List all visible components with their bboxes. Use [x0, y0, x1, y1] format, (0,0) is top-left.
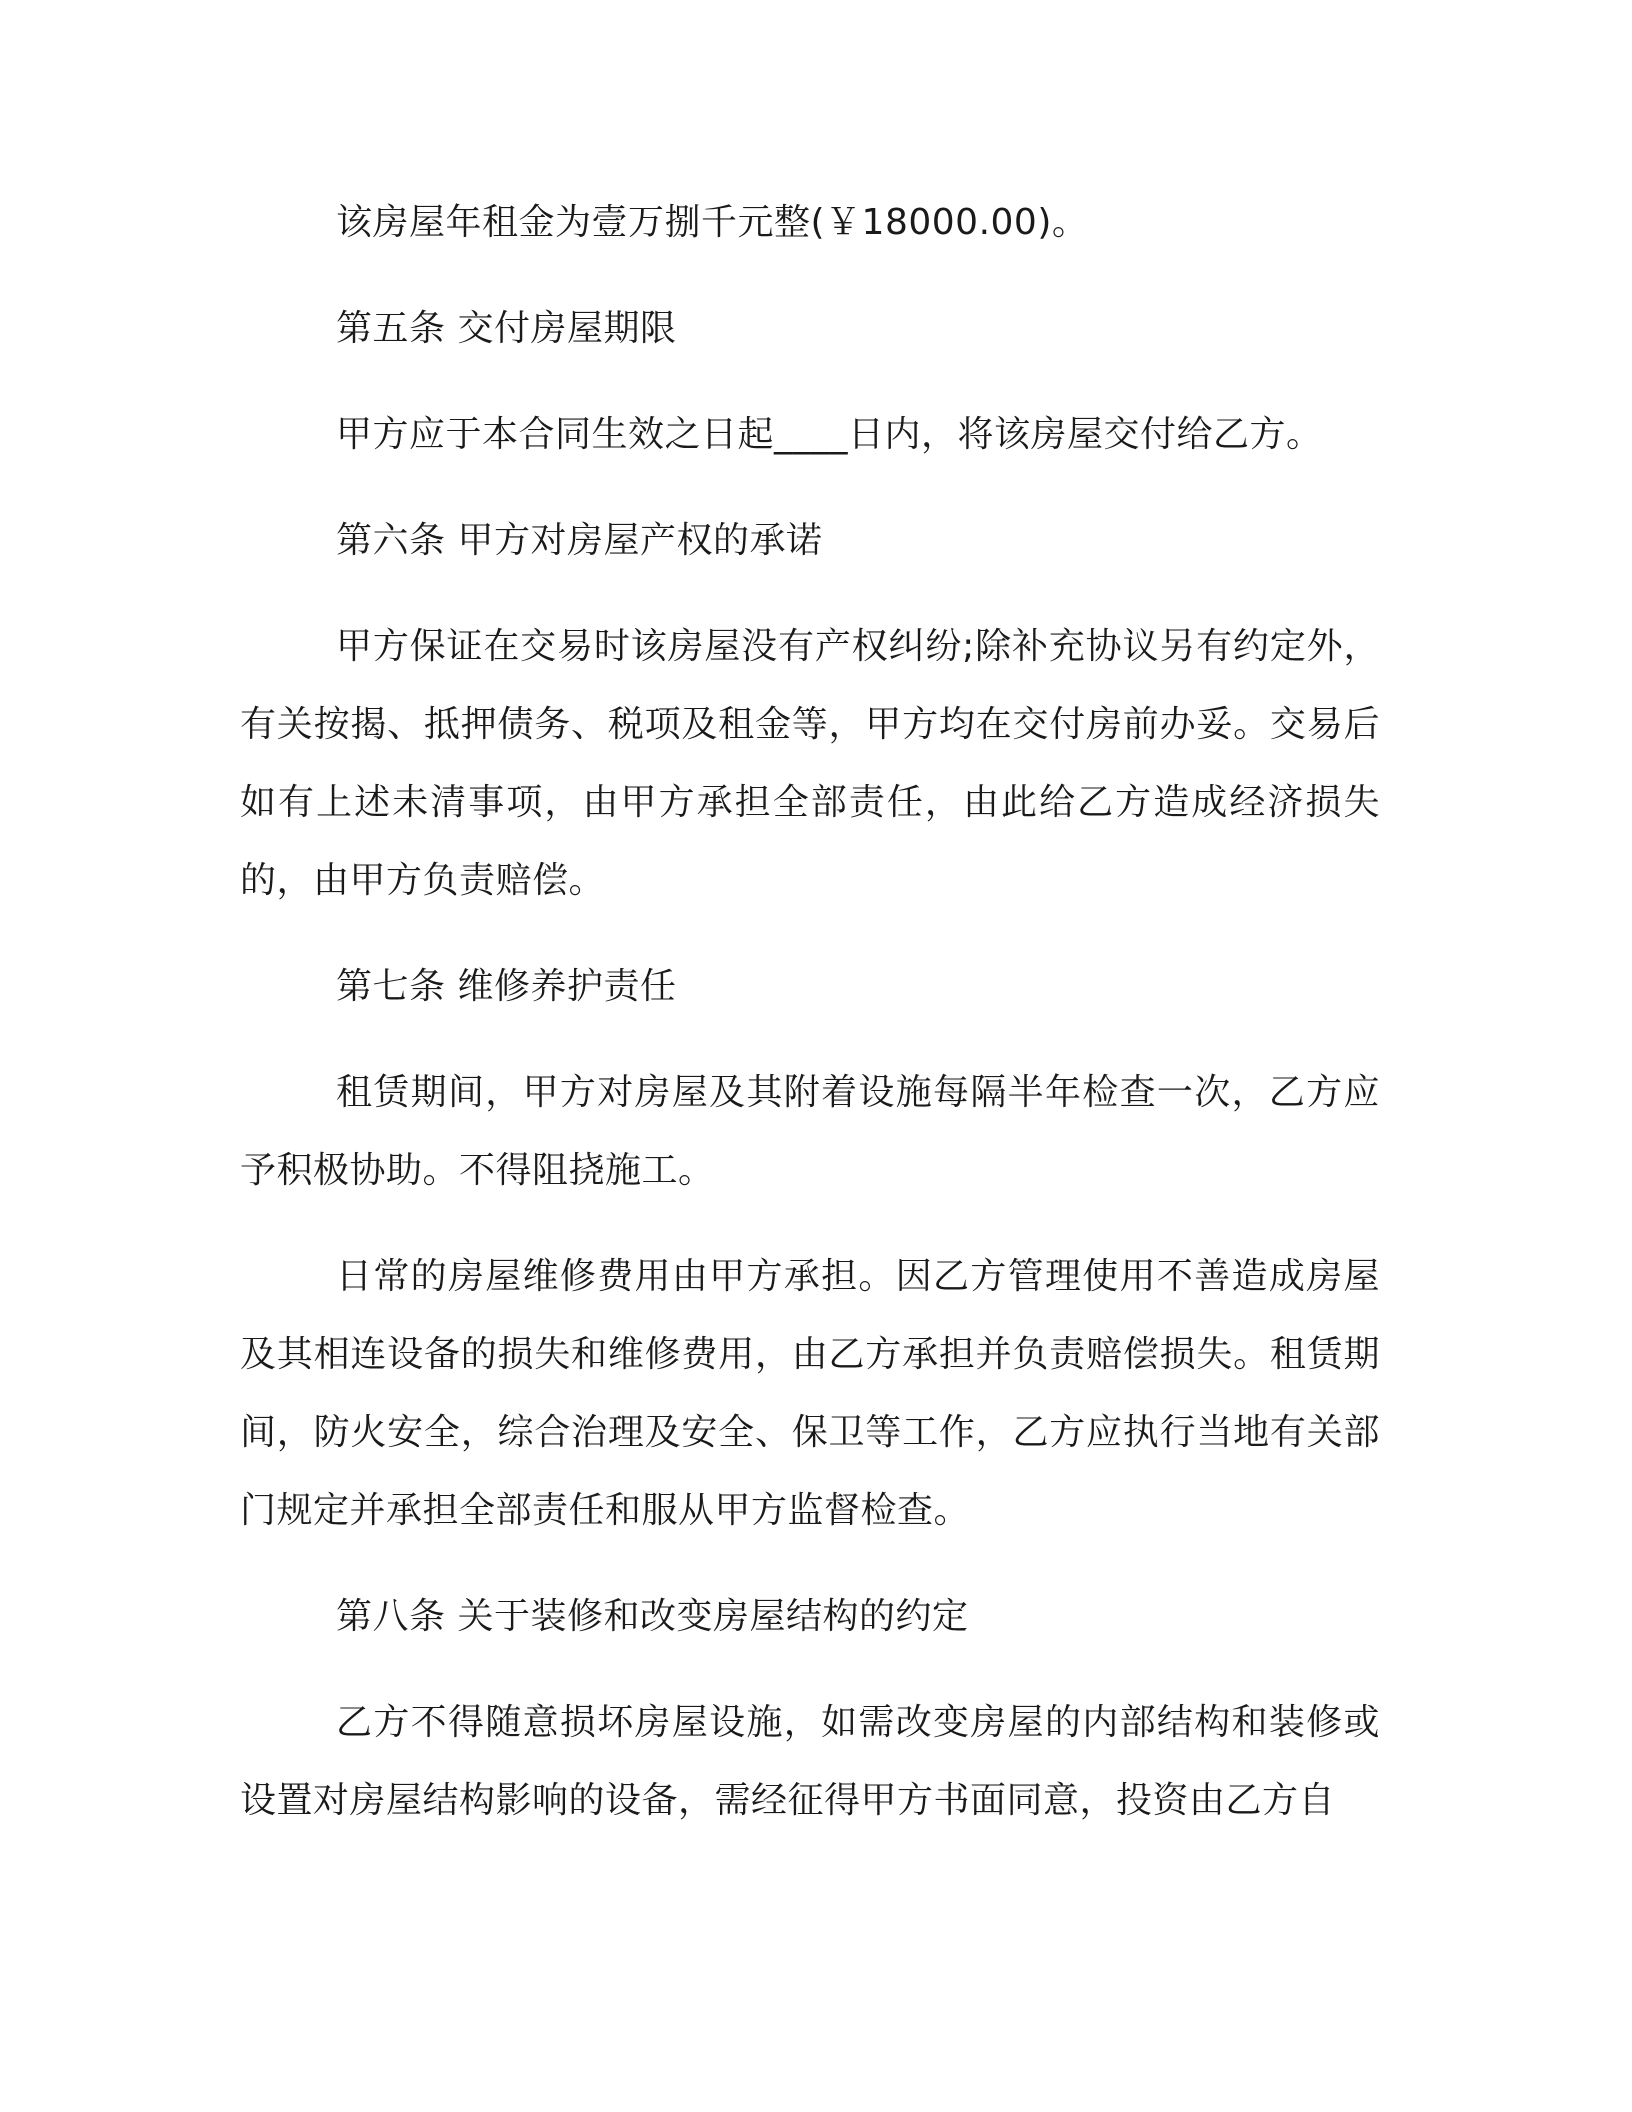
paragraph-renovation: 乙方不得随意损坏房屋设施，如需改变房屋的内部结构和装修或设置对房屋结构影响的设备，需经征得甲方书面同意，投资由乙方自	[240, 1702, 1380, 1821]
paragraph-gap	[240, 920, 1380, 948]
paragraph-gap	[240, 580, 1380, 608]
paragraph-gap	[240, 368, 1380, 396]
paragraph-title-guarantee: 甲方保证在交易时该房屋没有产权纠纷;除补充协议另有约定外，有关按揭、抵押债务、税项及租金等，甲方均在交付房前办妥。交易后如有上述未清事项，由甲方承担全部责任，由此给乙方造成经济损失的，由甲方负责赔偿。	[240, 626, 1380, 901]
paragraph-inspection: 租赁期间，甲方对房屋及其附着设施每隔半年检查一次，乙方应予积极协助。不得阻挠施工。	[240, 1072, 1380, 1191]
paragraph-gap	[240, 262, 1380, 290]
paragraph-gap	[240, 1026, 1380, 1054]
document-body	[240, 184, 1380, 1840]
paragraph-gap	[240, 474, 1380, 502]
heading-article-7: 第七条 维修养护责任	[336, 966, 677, 1007]
heading-article-8: 第八条 关于装修和改变房屋结构的约定	[336, 1596, 969, 1637]
paragraph-gap	[240, 1550, 1380, 1578]
heading-article-5: 第五条 交付房屋期限	[336, 308, 677, 349]
paragraph-maintenance-costs: 日常的房屋维修费用由甲方承担。因乙方管理使用不善造成房屋及其相连设备的损失和维修费用，由乙方承担并负责赔偿损失。租赁期间，防火安全，综合治理及安全、保卫等工作，乙方应执行当地有关部门规定并承担全部责任和服从甲方监督检查。	[240, 1256, 1380, 1531]
paragraph-gap	[240, 1210, 1380, 1238]
heading-article-6: 第六条 甲方对房屋产权的承诺	[336, 520, 823, 561]
paragraph-delivery-term: 甲方应于本合同生效之日起____日内，将该房屋交付给乙方。	[336, 414, 1323, 455]
paragraph-gap	[240, 1656, 1380, 1684]
paragraph-annual-rent: 该房屋年租金为壹万捌千元整(￥18000.00)。	[336, 202, 1089, 243]
